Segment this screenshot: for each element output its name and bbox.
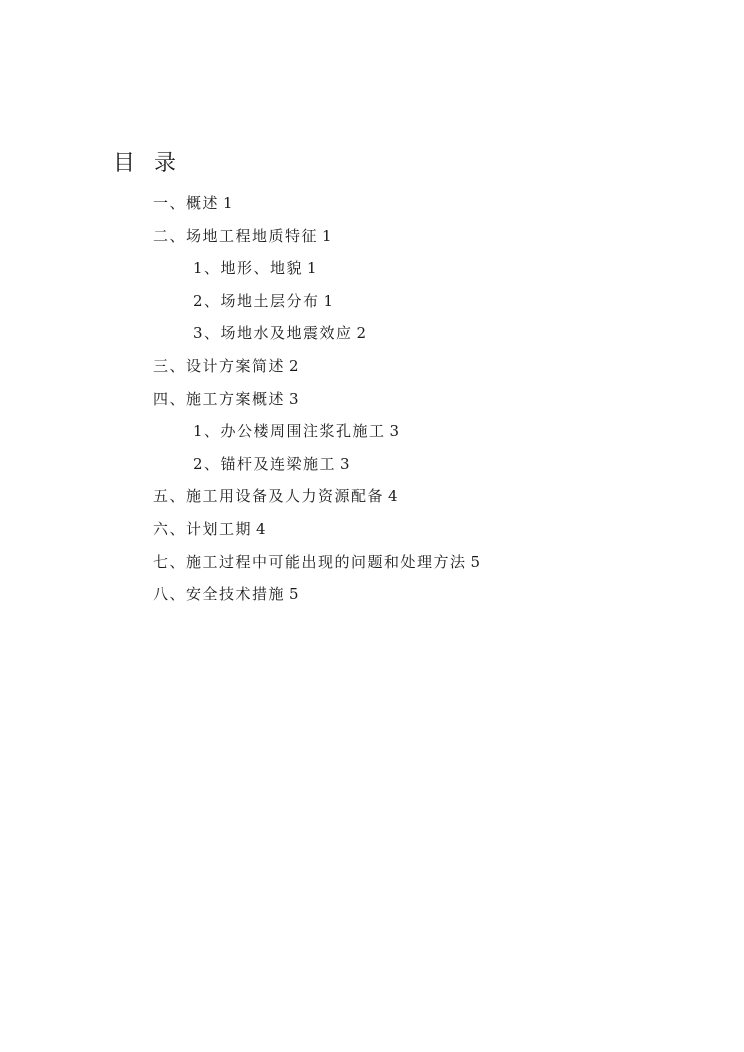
toc-entry[interactable] [0, 352, 744, 385]
toc-entry[interactable] [0, 189, 744, 222]
toc-entry-page: 4 [388, 487, 400, 506]
toc-subentry[interactable] [0, 287, 744, 320]
toc-entry-page: 3 [340, 454, 352, 473]
toc-entry-page: 5 [470, 552, 482, 571]
toc-entry[interactable] [0, 385, 744, 418]
toc-entry-page: 1 [307, 259, 319, 278]
toc-entry-page: 2 [289, 356, 301, 375]
toc-list [0, 189, 744, 613]
toc-entry-label: 二、场地工程地质特征 [153, 226, 319, 245]
toc-entry-label: 2、锚杆及连梁施工 [193, 454, 337, 473]
toc-title: 目 录 [113, 151, 182, 176]
toc-entry-page: 2 [356, 324, 368, 343]
toc-entry-page: 1 [322, 226, 334, 245]
toc-entry-page: 4 [256, 519, 268, 538]
toc-entry-label: 1、办公楼周围注浆孔施工 [193, 422, 386, 441]
toc-entry-page: 1 [323, 291, 335, 310]
toc-entry-label: 五、施工用设备及人力资源配备 [153, 487, 385, 506]
toc-entry[interactable] [0, 222, 744, 255]
toc-entry-label: 八、安全技术措施 [153, 585, 286, 604]
toc-entry[interactable] [0, 580, 744, 613]
toc-entry-label: 四、施工方案概述 [153, 389, 286, 408]
toc-entry[interactable] [0, 482, 744, 515]
toc-entry[interactable] [0, 515, 744, 548]
toc-entry-label: 3、场地水及地震效应 [193, 324, 353, 343]
toc-entry-page: 5 [289, 585, 301, 604]
toc-entry-label: 2、场地土层分布 [193, 291, 320, 310]
toc-entry-label: 1、地形、地貌 [193, 259, 304, 278]
toc-entry[interactable] [0, 548, 744, 581]
toc-subentry[interactable] [0, 254, 744, 287]
toc-entry-page: 3 [289, 389, 301, 408]
toc-entry-page: 3 [389, 422, 401, 441]
toc-subentry[interactable] [0, 450, 744, 483]
toc-subentry[interactable] [0, 319, 744, 352]
toc-entry-page: 1 [223, 194, 235, 212]
toc-entry-label: 六、计划工期 [153, 519, 253, 538]
toc-entry-label: 一、概述 [153, 194, 220, 212]
toc-subentry[interactable] [0, 417, 744, 450]
toc-entry-label: 七、施工过程中可能出现的问题和处理方法 [153, 552, 467, 571]
toc-entry-label: 三、设计方案简述 [153, 356, 286, 375]
